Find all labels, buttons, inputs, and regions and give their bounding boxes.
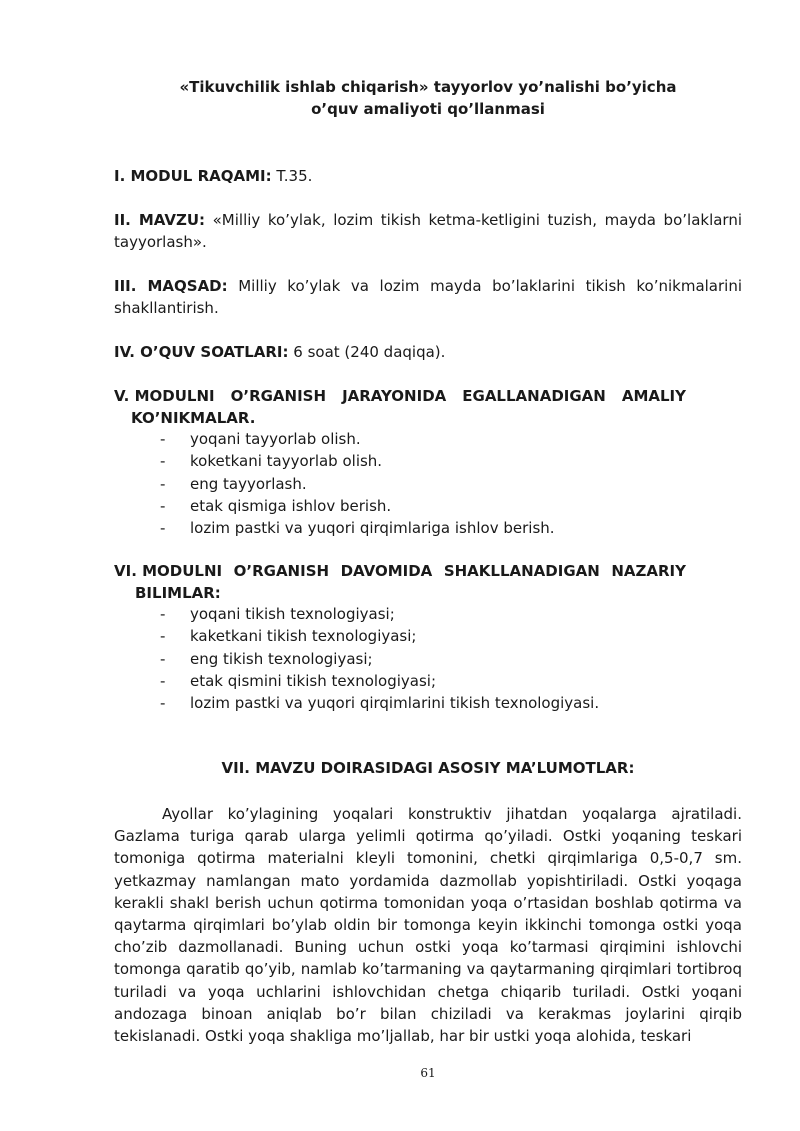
- page-number: 61: [420, 1066, 436, 1080]
- section-label: IV. O’QUV SOATLARI:: [114, 343, 289, 361]
- heading-word: AMALIY: [621, 387, 686, 405]
- section-label: II. MAVZU:: [114, 211, 206, 229]
- heading-word: V. MODULNI: [114, 387, 215, 405]
- document-title-line2: o’quv amaliyoti qo’llanmasi: [311, 100, 545, 118]
- heading-word: JARAYONIDA: [342, 387, 447, 405]
- section-text: «Milliy ko’ylak, lozim tikish ketma-ketligini tuzish, mayda bo’laklarni tayyorlash».: [114, 211, 743, 251]
- section-label: III. MAQSAD:: [114, 277, 228, 295]
- body-paragraph: Ayollar ko’ylagining yoqalari konstruktiv jihatdan yoqalarga ajratiladi. Gazlama turiga qarab ularga yelimli qotirma qo’yiladi. Ostki yoqaning teskari tomoniga qotirma materialni kleyli tomonini, chetki qirqimlariga 0,5-0,7 sm. yetkazmay namlangan mato yordamida dazmollab yopishtiriladi. Ostki yoqaga kerakli shakl berish uchun qotirma tomonidan yoqa o’rtasidan boshlab qotirma va qaytarma qirqimlari bo’ylab oldin bir tomonga keyin ikkinchi tomonga ostki yoqa cho’zib dazmollanadi. Buning uchun ostki yoqa ko’tarmasi qirqimini ishlovchi tomonga qaratib qo’yib, namlab ko’tarmaning va qaytarmaning qirqimlari tortibroq turiladi va yoqa uchlarini ishlovchidan chetga chiqarib turiladi. Ostki yoqani andozaga binoan aniqlab bo’r bilan chiziladi va kerakmas joylarini qirqib tekislanadi. Ostki yoqa shakliga mo’ljallab, har bir ustki yoqa alohida, teskari: [114, 805, 742, 1046]
- list-item: - eng tikish texnologiyasi;: [160, 648, 599, 670]
- list-item: - etak qismiga ishlov berish.: [160, 495, 555, 517]
- practical-skills-list: [160, 428, 555, 539]
- heading-word: SHAKLLANADIGAN: [443, 562, 600, 580]
- section-text: Milliy ko’ylak va lozim mayda bo’laklarini tikish ko’nikmalarini shakllantirish.: [114, 277, 743, 317]
- heading-continuation: BILIMLAR:: [135, 584, 221, 602]
- section-module-number: [114, 165, 742, 187]
- section-study-hours: [114, 341, 742, 363]
- document-title-line1: «Tikuvchilik ishlab chiqarish» tayyorlov yo’nalishi bo’yicha: [179, 78, 677, 96]
- section-text: T.35.: [271, 167, 313, 185]
- heading-word: O’RGANISH: [230, 387, 327, 405]
- list-item: - lozim pastki va yuqori qirqimlariga ishlov berish.: [160, 517, 555, 539]
- section-topic: [114, 209, 742, 253]
- heading-continuation: KO’NIKMALAR.: [131, 409, 256, 427]
- section-text: 6 soat (240 daqiqa).: [288, 343, 446, 361]
- section-theoretical-knowledge-heading: [114, 560, 742, 604]
- list-item: - etak qismini tikish texnologiyasi;: [160, 670, 599, 692]
- list-item: - koketkani tayyorlab olish.: [160, 450, 555, 472]
- list-item: - yoqani tikish texnologiyasi;: [160, 603, 599, 625]
- list-item: - lozim pastki va yuqori qirqimlarini tikish texnologiyasi.: [160, 692, 599, 714]
- section-practical-skills-heading: [114, 385, 742, 429]
- list-item: - kaketkani tikish texnologiyasi;: [160, 625, 599, 647]
- list-item: - eng tayyorlash.: [160, 473, 555, 495]
- heading-word: EGALLANADIGAN: [462, 387, 606, 405]
- heading-word: DAVOMIDA: [340, 562, 433, 580]
- section-main-info-heading: VII. MAVZU DOIRASIDAGI ASOSIY MA’LUMOTLAR:: [221, 759, 635, 777]
- heading-word: O’RGANISH: [233, 562, 330, 580]
- section-label: I. MODUL RAQAMI:: [114, 167, 272, 185]
- theoretical-knowledge-list: [160, 603, 599, 714]
- list-item: - yoqani tayyorlab olish.: [160, 428, 555, 450]
- section-goal: [114, 275, 742, 319]
- heading-word: VI. MODULNI: [114, 562, 223, 580]
- heading-word: NAZARIY: [611, 562, 686, 580]
